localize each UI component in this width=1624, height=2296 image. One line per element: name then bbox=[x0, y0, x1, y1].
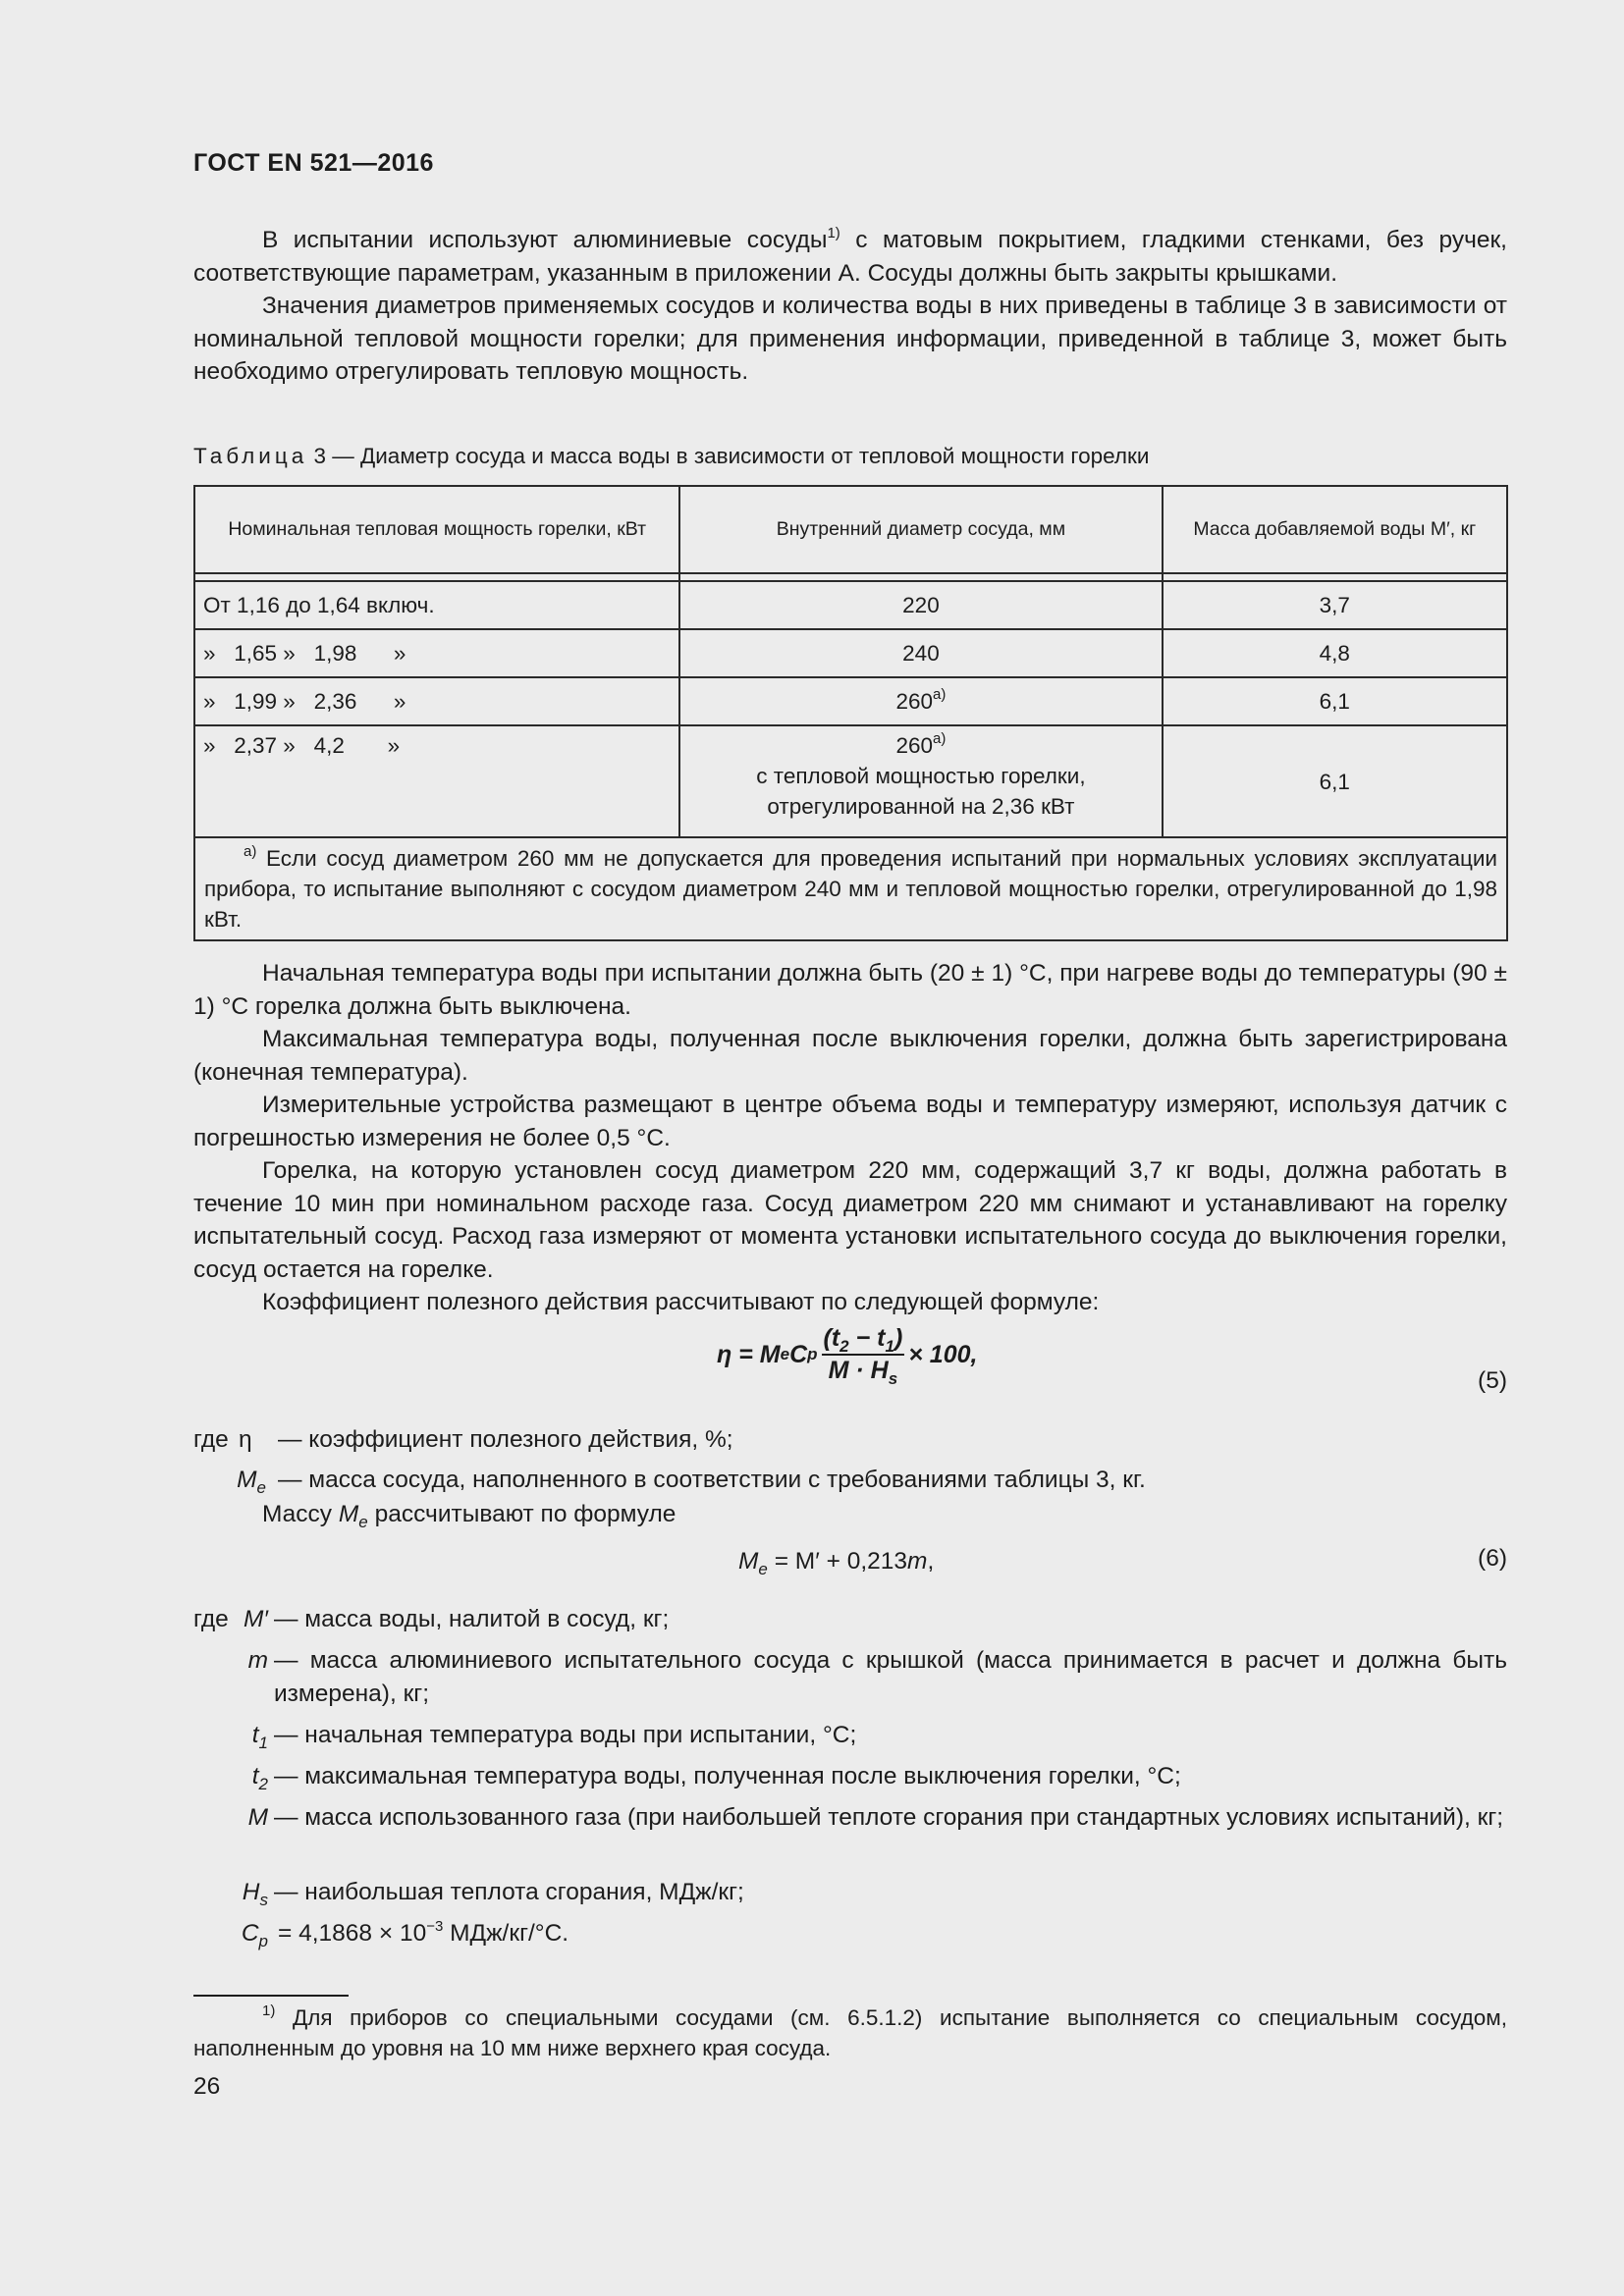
document-header: ГОСТ EN 521—2016 bbox=[193, 149, 434, 177]
table-caption: Таблица 3 — Диаметр сосуда и масса воды в зависимости от тепловой мощности горелки bbox=[193, 444, 1150, 468]
header-cell: Масса добавляемой воды M′, кг bbox=[1163, 486, 1507, 573]
footnote-separator bbox=[193, 1995, 349, 1997]
table-footnote-ref: a) bbox=[933, 685, 947, 703]
paragraph: Максимальная температура воды, полученная после выключения горелки, должна быть зарегистрирована (конечная температура). bbox=[193, 1026, 1507, 1086]
mass-cell: 3,7 bbox=[1163, 581, 1507, 629]
mass-cell: 4,8 bbox=[1163, 629, 1507, 677]
formula-6: $M_e = M' + 0,213m$, bbox=[738, 1548, 935, 1578]
calc-note: Массу $M_e$ рассчитывают по формуле bbox=[262, 1501, 677, 1531]
body-text bbox=[193, 957, 1507, 1319]
paragraph: Коэффициент полезного действия рассчитывают по следующей формуле: bbox=[262, 1289, 1100, 1315]
table-row bbox=[194, 629, 1507, 677]
page-number: 26 bbox=[193, 2073, 221, 2100]
table-row bbox=[194, 725, 1507, 837]
definition-item: $t_1$ — начальная температура воды при испытании, °С; bbox=[251, 1722, 857, 1752]
definition-item: $t_2$ — максимальная температура воды, полученная после выключения горелки, °С; bbox=[251, 1763, 1181, 1793]
formula-5: η = M e C p $\frac{(t_2 - t_1)}{M \cdot H_s}$ × 100, bbox=[717, 1324, 978, 1388]
table-header-row bbox=[194, 486, 1507, 573]
definition-list bbox=[193, 1603, 1507, 1958]
mass-cell: 6,1 bbox=[1163, 677, 1507, 725]
paragraph: Значения диаметров применяемых сосудов и количества воды в них приведены в таблице 3 в зависимости от номинальной тепловой мощности горелки; для применения информации, приведенной в таблице 3, может быть необходимо отрегулировать тепловую мощность. bbox=[193, 293, 1507, 385]
header-cell: Номинальная тепловая мощность горелки, кВт bbox=[194, 486, 679, 573]
diameter-cell: 240 bbox=[679, 629, 1162, 677]
definition-item: m — масса алюминиевого испытательного сосуда с крышкой (масса принимается в расчет и должна быть измерена), кг; bbox=[247, 1647, 1507, 1707]
paragraph: Измерительные устройства размещают в центре объема воды и температуру измеряют, используя датчик с погрешностью измерения не более 0,5 °С. bbox=[193, 1092, 1507, 1151]
table-row bbox=[194, 677, 1507, 725]
power-cell: От 1,16 до 1,64 включ. bbox=[194, 581, 679, 629]
power-cell: » 1,65 » 1,98 » bbox=[194, 629, 679, 677]
table-footnote: $^{a)}$ Если сосуд диаметром 260 мм не допускается для проведения испытаний при нормальных условиях эксплуатации прибора, то испытание выполняют с сосудом диаметром 240 мм и тепловой мощностью горелки, отрегулированной до 1,98 кВт. bbox=[194, 837, 1507, 940]
paragraph: Начальная температура воды при испытании должна быть (20 ± 1) °С, при нагреве воды до температуры (90 ± 1) °С горелка должна быть выключена. bbox=[193, 960, 1507, 1020]
equation-number: (6) bbox=[1478, 1545, 1507, 1572]
equation-number: (5) bbox=[1478, 1367, 1507, 1394]
definition-item: M — масса использованного газа (при наибольшей теплоте сгорания при стандартных условиях испытаний), кг; bbox=[247, 1804, 1504, 1831]
footnote-ref[interactable]: 1) bbox=[827, 225, 840, 241]
diameter-cell: 260$^{a)}$ bbox=[679, 677, 1162, 725]
diameter-cell: 260$^{a)}$ с тепловой мощностью горелки, отрегулированной на 2,36 кВт bbox=[679, 725, 1162, 837]
page-footnote: $^{1)}$ Для приборов со специальными сосудами (см. 6.5.1.2) испытание выполняется со специальным сосудом, наполненным до уровня на 10 мм ниже верхнего края сосуда. bbox=[193, 2002, 1507, 2060]
definition-me: $M_e$ — масса сосуда, наполненного в соответствии с требованиями таблицы 3, кг. bbox=[237, 1467, 1146, 1497]
definition-item: где M′ — масса воды, налитой в сосуд, кг; bbox=[193, 1606, 670, 1632]
paragraph: В испытании используют алюминиевые сосуды$^{1)}$ с матовым покрытием, гладкими стенками, без ручек, соответствующие параметрам, указанным в приложении А. Сосуды должны быть закрыты крышками. bbox=[193, 225, 1507, 287]
table-3 bbox=[193, 485, 1508, 941]
definition-item: $H_s$ — наибольшая теплота сгорания, МДж/кг; bbox=[242, 1879, 744, 1909]
power-cell: » 1,99 » 2,36 » bbox=[194, 677, 679, 725]
table-row bbox=[194, 581, 1507, 629]
table-footnote-ref: a) bbox=[933, 730, 947, 747]
paragraph: Горелка, на которую установлен сосуд диаметром 220 мм, содержащий 3,7 кг воды, должна работать в течение 10 мин при номинальном расходе газа. Сосуд диаметром 220 мм снимают и устанавливают на горелку испытательный сосуд. Расход газа измеряют от момента установки испытательного сосуда до выключения горелки, сосуд остается на горелке. bbox=[193, 1157, 1507, 1283]
power-cell: » 2,37 » 4,2 » bbox=[194, 725, 679, 837]
intro-text bbox=[193, 224, 1507, 389]
mass-cell: 6,1 bbox=[1163, 725, 1507, 837]
diameter-cell: 220 bbox=[679, 581, 1162, 629]
table-footnote-row bbox=[194, 837, 1507, 940]
fraction: $\frac{(t_2 - t_1)}{M \cdot H_s}$ bbox=[823, 1324, 903, 1388]
definition-eta: где η — коэффициент полезного действия, %; bbox=[193, 1426, 733, 1453]
definition-item: $C_p$ = $4,1868 \times 10^{-3}$ МДж/кг/°С. bbox=[241, 1918, 569, 1950]
header-cell: Внутренний диаметр сосуда, мм bbox=[679, 486, 1162, 573]
